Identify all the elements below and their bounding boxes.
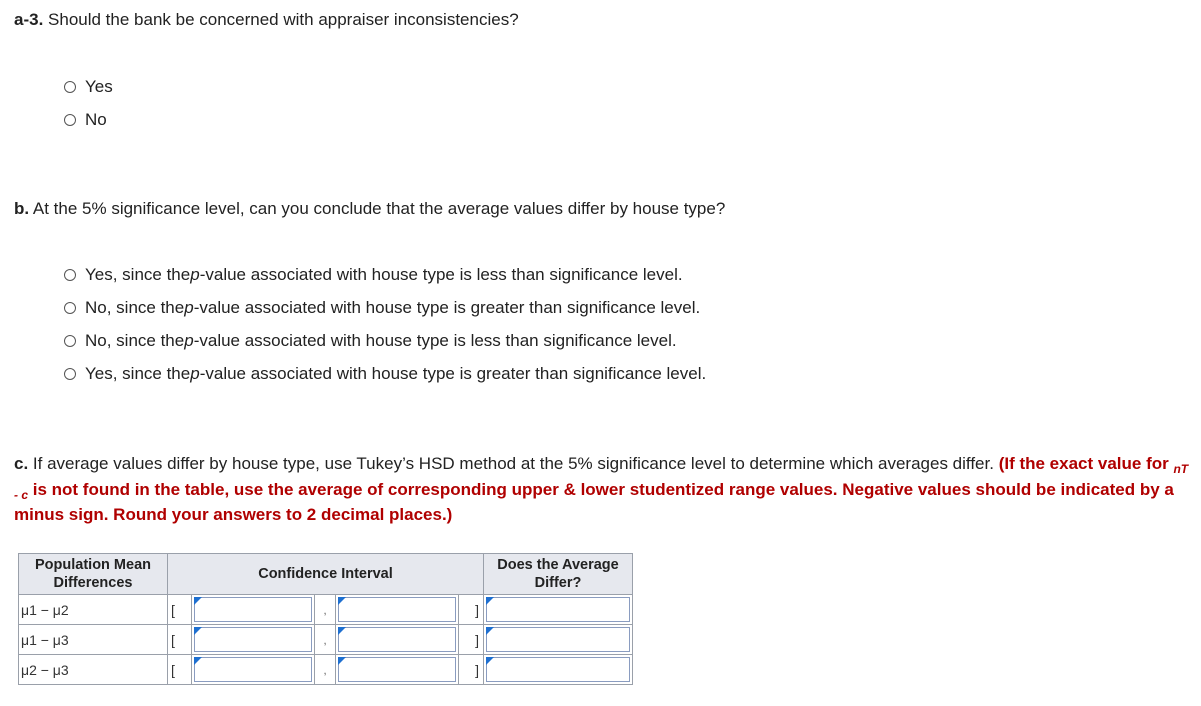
input-box[interactable] bbox=[338, 627, 456, 652]
header-population-mean: Population Mean Differences bbox=[19, 554, 168, 595]
table-header-row bbox=[19, 554, 633, 595]
option-b-2[interactable] bbox=[64, 291, 706, 324]
dropdown-indicator-icon bbox=[486, 657, 494, 665]
option-b-1[interactable] bbox=[64, 258, 706, 291]
option-yes[interactable] bbox=[64, 70, 113, 103]
select-box[interactable] bbox=[486, 597, 630, 622]
close-bracket: ] bbox=[459, 655, 484, 685]
dropdown-indicator-icon bbox=[194, 597, 202, 605]
option-text: -value associated with house type is less than significance level. bbox=[193, 330, 677, 350]
dropdown-indicator-icon bbox=[194, 627, 202, 635]
open-bracket: [ bbox=[168, 595, 192, 625]
question-a3-label: a-3. bbox=[14, 10, 44, 29]
dropdown-indicator-icon bbox=[486, 627, 494, 635]
question-b bbox=[14, 198, 725, 220]
option-text: -value associated with house type is greater than significance level. bbox=[199, 363, 707, 383]
input-box[interactable] bbox=[194, 597, 312, 622]
instr-subscript: nT - c bbox=[14, 462, 1189, 502]
option-text: -value associated with house type is greater than significance level. bbox=[193, 297, 701, 317]
question-c bbox=[14, 452, 1189, 528]
input-box[interactable] bbox=[194, 627, 312, 652]
question-b-text: At the 5% significance level, can you conclude that the average values differ by house type? bbox=[29, 199, 726, 218]
row-label: μ2 − μ3 bbox=[19, 655, 168, 685]
lower-bound-input[interactable] bbox=[192, 655, 315, 685]
table-row bbox=[19, 625, 633, 655]
dropdown-indicator-icon bbox=[338, 597, 346, 605]
dropdown-indicator-icon bbox=[338, 627, 346, 635]
separator: , bbox=[315, 625, 336, 655]
instr-text: (If the exact value for bbox=[998, 454, 1174, 473]
separator: , bbox=[315, 595, 336, 625]
question-a3-text: Should the bank be concerned with appraiser inconsistencies? bbox=[43, 10, 519, 29]
upper-bound-input[interactable] bbox=[336, 595, 459, 625]
radio-button[interactable] bbox=[64, 81, 76, 93]
radio-button[interactable] bbox=[64, 269, 76, 281]
option-text-italic: p bbox=[190, 363, 200, 383]
instr-text: is not found in the table, use the average of corresponding upper & lower studentized range values. Negative values should be indicated by a minus sign. Round your answers to 2 decimal places.) bbox=[14, 479, 1174, 524]
header-does-differ: Does the Average Differ? bbox=[484, 554, 633, 595]
input-box[interactable] bbox=[194, 657, 312, 682]
table-row bbox=[19, 655, 633, 685]
dropdown-indicator-icon bbox=[194, 657, 202, 665]
radio-button[interactable] bbox=[64, 368, 76, 380]
question-a3 bbox=[14, 9, 519, 31]
lower-bound-input[interactable] bbox=[192, 625, 315, 655]
option-text: No, since the bbox=[85, 297, 185, 317]
row-label: μ1 − μ3 bbox=[19, 625, 168, 655]
upper-bound-input[interactable] bbox=[336, 625, 459, 655]
option-label: Yes bbox=[85, 76, 113, 96]
close-bracket: ] bbox=[459, 625, 484, 655]
option-text-italic: p bbox=[184, 297, 194, 317]
question-a3-options bbox=[64, 70, 113, 136]
differ-select[interactable] bbox=[484, 655, 633, 685]
input-box[interactable] bbox=[338, 657, 456, 682]
upper-bound-input[interactable] bbox=[336, 655, 459, 685]
option-text: -value associated with house type is less than significance level. bbox=[199, 264, 683, 284]
option-b-4[interactable] bbox=[64, 357, 706, 390]
dropdown-indicator-icon bbox=[486, 597, 494, 605]
separator: , bbox=[315, 655, 336, 685]
select-box[interactable] bbox=[486, 657, 630, 682]
header-confidence-interval: Confidence Interval bbox=[168, 554, 484, 595]
option-text-italic: p bbox=[184, 330, 194, 350]
option-text: Yes, since the bbox=[85, 264, 191, 284]
option-text: No, since the bbox=[85, 330, 185, 350]
radio-button[interactable] bbox=[64, 114, 76, 126]
question-b-options bbox=[64, 258, 706, 390]
differ-select[interactable] bbox=[484, 625, 633, 655]
row-label: μ1 − μ2 bbox=[19, 595, 168, 625]
open-bracket: [ bbox=[168, 625, 192, 655]
option-no[interactable] bbox=[64, 103, 113, 136]
table-row bbox=[19, 595, 633, 625]
option-text: Yes, since the bbox=[85, 363, 191, 383]
option-text-italic: p bbox=[190, 264, 200, 284]
question-c-text: If average values differ by house type, use Tukey’s HSD method at the 5% significance level to determine which averages differ. bbox=[28, 454, 999, 473]
open-bracket: [ bbox=[168, 655, 192, 685]
tukey-table bbox=[18, 553, 633, 685]
input-box[interactable] bbox=[338, 597, 456, 622]
radio-button[interactable] bbox=[64, 302, 76, 314]
question-c-label: c. bbox=[14, 454, 29, 473]
option-b-3[interactable] bbox=[64, 324, 706, 357]
option-label: No bbox=[85, 109, 107, 129]
close-bracket: ] bbox=[459, 595, 484, 625]
dropdown-indicator-icon bbox=[338, 657, 346, 665]
question-b-label: b. bbox=[14, 199, 30, 218]
lower-bound-input[interactable] bbox=[192, 595, 315, 625]
table-body bbox=[19, 595, 633, 685]
select-box[interactable] bbox=[486, 627, 630, 652]
differ-select[interactable] bbox=[484, 595, 633, 625]
radio-button[interactable] bbox=[64, 335, 76, 347]
